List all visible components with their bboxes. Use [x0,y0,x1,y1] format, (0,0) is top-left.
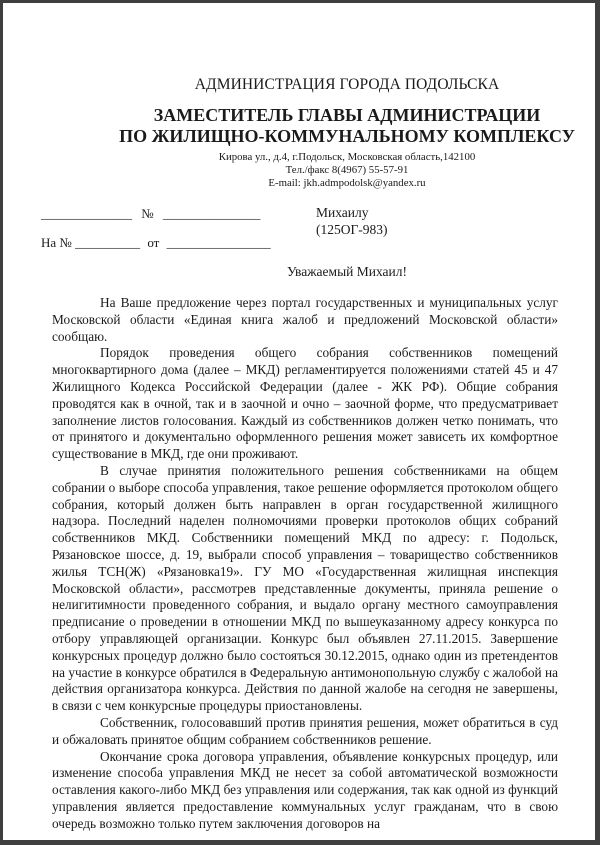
addressee-reference: (125ОГ-983) [316,222,388,237]
letter-page [3,3,595,840]
from-blank: ________________ [166,235,271,250]
letter-body [52,295,558,833]
addressee-block [316,204,388,238]
letterhead-title [3,105,595,147]
in-reply-blank: __________ [75,235,141,250]
registration-line [41,206,260,221]
title-line-2: ПО ЖИЛИЩНО-КОММУНАЛЬНОМУ КОМПЛЕКСУ [119,126,575,146]
in-reply-label: На № [41,235,72,250]
date-blank: ______________ [41,206,132,221]
from-label: от [147,235,160,250]
paragraph: Собственник, голосовавший против принятия решения, может обратиться в суд и обжаловать принятое общим собранием собственников решение. [52,714,558,747]
number-blank: _______________ [162,206,261,221]
email: E-mail: jkh.admpodolsk@yandex.ru [268,177,426,189]
organization-name: АДМИНИСТРАЦИЯ ГОРОДА ПОДОЛЬСКА [194,76,500,93]
paragraph: Порядок проведения общего собрания собственников помещений многоквартирного дома (далее – МКД) регламентируется положениями статей 45 и 47 Жилищного Кодекса Российской Федерации (далее - ЖК РФ). Общие собрания проводятся как в очной, так и в заочной и очно – заочной форме, что предусматривает заполнение листов голосования. Каждый из собственников должен четко понимать, что от принятого и документально оформленного решения может зависеть их комфортное существование в МКД, где они проживают. [52,345,558,462]
in-reply-line [41,235,271,250]
address: Кирова ул., д.4, г.Подольск, Московская область,142100 [218,151,476,163]
addressee-name: Михаилу [316,205,369,220]
contact-block [3,151,595,190]
paragraph: Окончание срока договора управления, объявление конкурсных процедур, или изменение способа управления МКД не несет за собой автоматической возможности оставления какого-либо МКД без управления или содержания, так как одной из функций управления является предоставление коммунальных услуг гражданам, что в свою очередь возможно только путем заключения договоров на [52,748,558,831]
title-line-1: ЗАМЕСТИТЕЛЬ ГЛАВЫ АДМИНИСТРАЦИИ [153,105,541,125]
paragraph: На Ваше предложение через портал государственных и муниципальных услуг Московской области «Единая книга жалоб и предложений Московской области» сообщаю. [52,295,558,344]
paragraph: В случае принятия положительного решения собственниками на общем собрании о выборе способа управления, такое решение оформляется протоколом общего собрания, который должен быть направлен в орган государственной жилищного надзора. Последний наделен полномочиями проверки протоколов общих собраний собственников МКД. Собственники помещений МКД по адресу: г. Подольск, Рязановское шоссе, д. 19, выбрали способ управления – товарищество собственников жилья ТСН(Ж) «Рязановка19». ГУ МО «Государственная жилищная инспекция Московской области», рассмотрев представленные документы, приняла решение о нелигитимности проведенного собрания, и выдало органу местного самоуправления предписание о проведении в отношении МКД по вышеуказанному адресу конкурса по отбору управляющей организации. Конкурс был объявлен 27.11.2015. Завершение конкурсных процедур должно было состояться 30.12.2015, однако один из претендентов на участие в конкурсе обратился в Федеральную антимонопольную службу с жалобой на действия организатора конкурса. Действия по данной жалобе на сегодня не завершены, в связи с чем конкурсные процедуры приостановлены. [52,462,558,714]
phone: Тел./факс 8(4967) 55-57-91 [285,164,409,176]
number-label: № [141,206,154,221]
salutation: Уважаемый Михаил! [287,264,407,279]
